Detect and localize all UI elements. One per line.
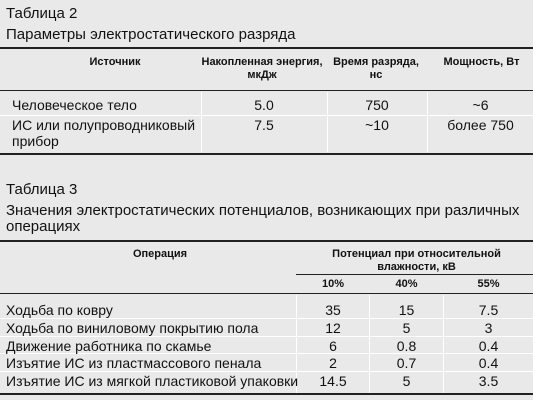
table2-title: Параметры электростатического разряда — [6, 26, 296, 43]
table2-row-divider — [0, 115, 533, 116]
table3-row2-operation: Ходьба по виниловому покрытию пола — [6, 320, 259, 336]
table3-row1-v10: 35 — [325, 302, 341, 318]
table3-row4-operation: Изъятие ИС из пластмассового пенала — [6, 355, 262, 371]
table2-row1-source: Человеческое тело — [12, 97, 137, 113]
table3-row3-v10: 6 — [329, 338, 337, 354]
table3-row1-v40: 15 — [398, 302, 415, 318]
table3-row-divider — [0, 318, 533, 319]
table3-top-rule — [0, 240, 533, 242]
table3-row3-v55: 0.4 — [478, 338, 499, 354]
table2-row2-source-line2: прибор — [12, 133, 59, 149]
table3-row1-v55: 7.5 — [478, 302, 499, 318]
table3-row2-v10: 12 — [325, 320, 341, 336]
table3-row4-v55: 0.4 — [478, 355, 499, 371]
table3-header-55: 55% — [477, 278, 500, 290]
table2-row2-source-line1: ИС или полупроводниковый — [12, 117, 196, 133]
table3-row5-operation: Изъятие ИС из мягкой пластиковой упаковки — [6, 373, 299, 389]
table2-bottom-rule — [0, 153, 533, 155]
table3-header-potential: Потенциал при относительной влажности, кВ — [332, 248, 501, 273]
table2-top-rule — [0, 47, 533, 49]
table2-header-time: Время разряда, нс — [333, 56, 419, 81]
table3-row1-operation: Ходьба по ковру — [6, 302, 113, 318]
table3-row3-v40: 0.8 — [396, 338, 417, 354]
table3-header-rule — [0, 293, 533, 294]
table3-row-divider — [0, 336, 533, 337]
table2-header-source: Источник — [89, 56, 141, 68]
table2-row2-time: ~10 — [365, 117, 389, 133]
table2-row2-power: более 750 — [447, 117, 514, 133]
table3-row5-v40: 5 — [402, 373, 411, 389]
table2-row1-power: ~6 — [472, 97, 489, 113]
table2-row1-energy: 5.0 — [254, 97, 274, 113]
table3-row3-operation: Движение работника по скамье — [6, 338, 212, 354]
table3-caption: Таблица 3 — [6, 181, 78, 198]
table2-header-rule — [0, 90, 533, 91]
table3-header-10: 10% — [321, 278, 345, 290]
table2-header-power: Мощность, Вт — [443, 56, 520, 68]
table3-title: Значения электростатических потенциалов, возникающих при различных операциях — [6, 202, 520, 235]
table3-header-operation: Операция — [132, 248, 188, 260]
table3-header-40: 40% — [395, 278, 418, 290]
table3-row4-v40: 0.7 — [396, 355, 417, 371]
table2-caption: Таблица 2 — [6, 5, 78, 22]
table3-row4-v10: 2 — [329, 355, 337, 371]
table3-subheader-rule — [296, 274, 533, 275]
table2-header-energy: Накопленная энергия, мкДж — [201, 56, 323, 81]
table3-row5-v10: 14.5 — [319, 373, 347, 389]
table3-row2-v40: 5 — [402, 320, 411, 336]
table2-row2-energy: 7.5 — [254, 117, 274, 133]
table3-row-divider — [0, 371, 533, 372]
table3-row5-v55: 3.5 — [478, 373, 499, 389]
table3-bottom-rule — [0, 393, 533, 395]
table2-row1-time: 750 — [365, 97, 389, 113]
table3-row2-v55: 3 — [484, 320, 493, 336]
